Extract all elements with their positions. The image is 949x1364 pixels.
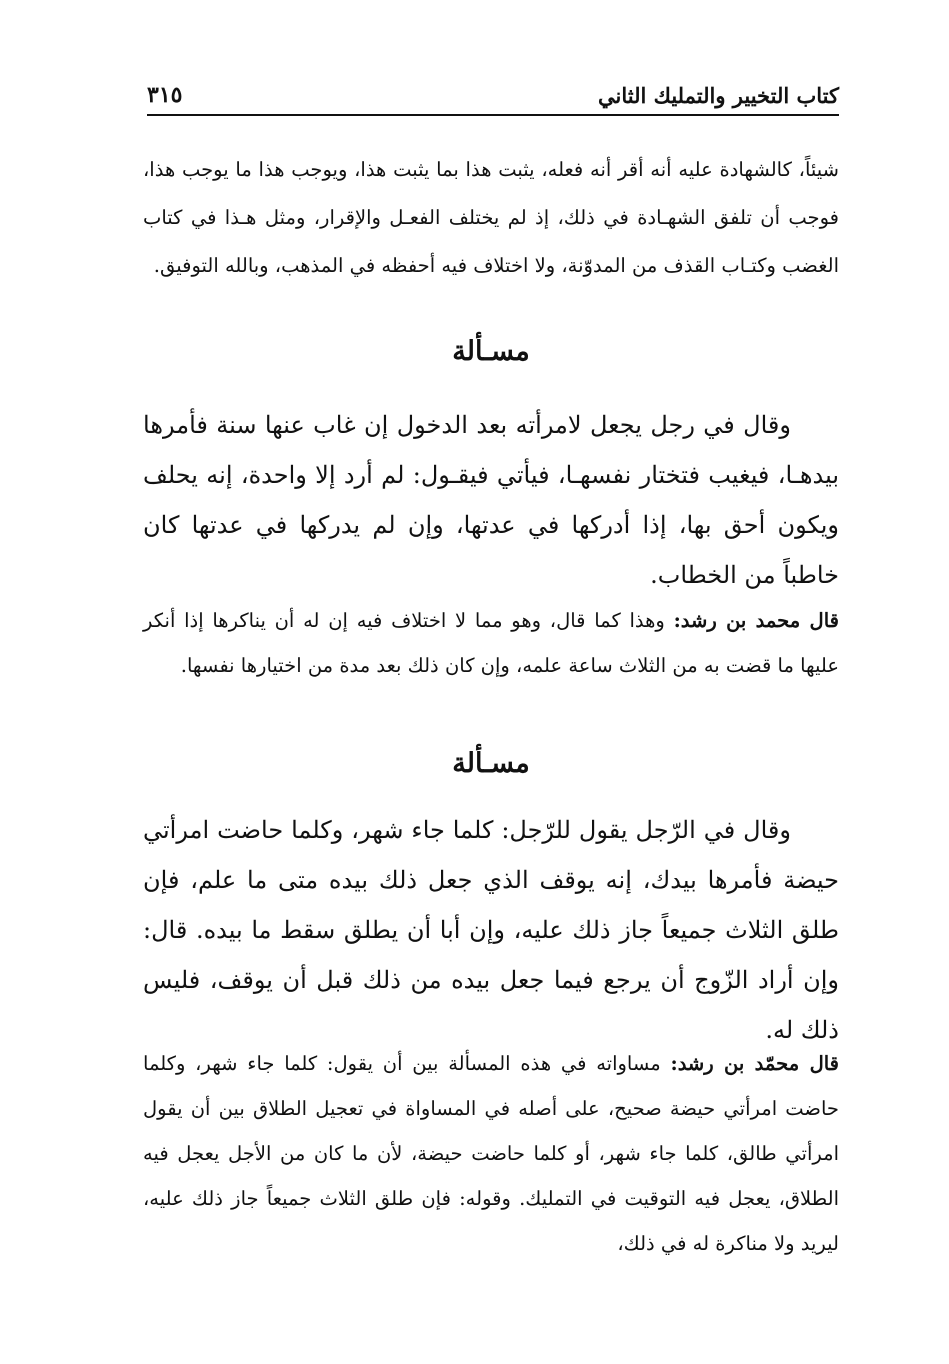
commentary-speaker: قال محمّد بن رشد: — [670, 1052, 840, 1075]
commentary-speaker: قال محمد بن رشد: — [673, 609, 839, 632]
section-heading: مسـألة — [452, 336, 530, 367]
section-body: وقال في الرّجل يقول للرّجل: كلما جاء شهر، وكلما حاضت امرأتي حيضة فأمرها بيدك، إنه يوقف الذي جعل ذلك بيده متى ما علم، فإن طلق الثلاث جميعاً جاز ذلك عليه، وإن أبا أن يطلق سقط ما بيده. قال: وإن أراد الزّوج أن يرجع فيما جعل بيده من ذلك قبل أن يوقف، فليس ذلك له. — [143, 816, 839, 1044]
commentary-text: مساواته في هذه المسألة بين أن يقول: كلما جاء شهر، وكلما حاضت امرأتي حيضة صحيح، على أصله في المساواة في تعجيل الطلاق بين أن يقول امرأتي طالق، كلما جاء شهر، أو كلما حاضت حيضة، لأن ما كان من الأجل يعجل فيه الطلاق، يعجل فيه التوقيت في التمليك. وقوله: فإن طلق الثلاث جميعاً جاز ذلك عليه، ليريد ولا مناكرة له في ذلك، — [143, 1052, 839, 1255]
page-number: ٣١٥ — [147, 82, 183, 108]
running-title: كتاب التخيير والتمليك الثاني — [598, 83, 839, 108]
opening-paragraph: شيئاً، كالشهادة عليه أنه أقر أنه فعله، يثبت هذا بما يثبت هذا، ويوجب هذا ما يوجب هذا، فوجب أن تلفق الشهـادة في ذلك، إذ لم يختلف الفعـل والإقرار، ومثل هـذا في كتاب الغضب وكتـاب القذف من المدوّنة، ولا اختلاف فيه أحفظه في المذهب، وبالله التوفيق. — [143, 158, 839, 277]
commentary-paragraph — [143, 1041, 839, 1266]
commentary-paragraph — [143, 598, 839, 688]
section-body: وقال في رجل يجعل لامرأته بعد الدخول إن غاب عنها سنة فأمرها بيدهـا، فيغيب فتختار نفسهـا، فيأتي فيقـول: لم أرد إلا واحدة، إنه يحلف ويكون أحق بها، إذا أدركها في عدتها، وإن لم يدركها في عدتها كان خاطباً من الخطاب. — [143, 411, 839, 589]
section-heading: مسـألة — [452, 748, 530, 779]
commentary-text: وهذا كما قال، وهو مما لا اختلاف فيه إن له أن يناكرها إذا أنكر عليها ما قضت به من الثلاث ساعة علمه، وإن كان ذلك بعد مدة من اختيارها نفسها. — [143, 609, 839, 677]
page-header — [147, 74, 839, 116]
